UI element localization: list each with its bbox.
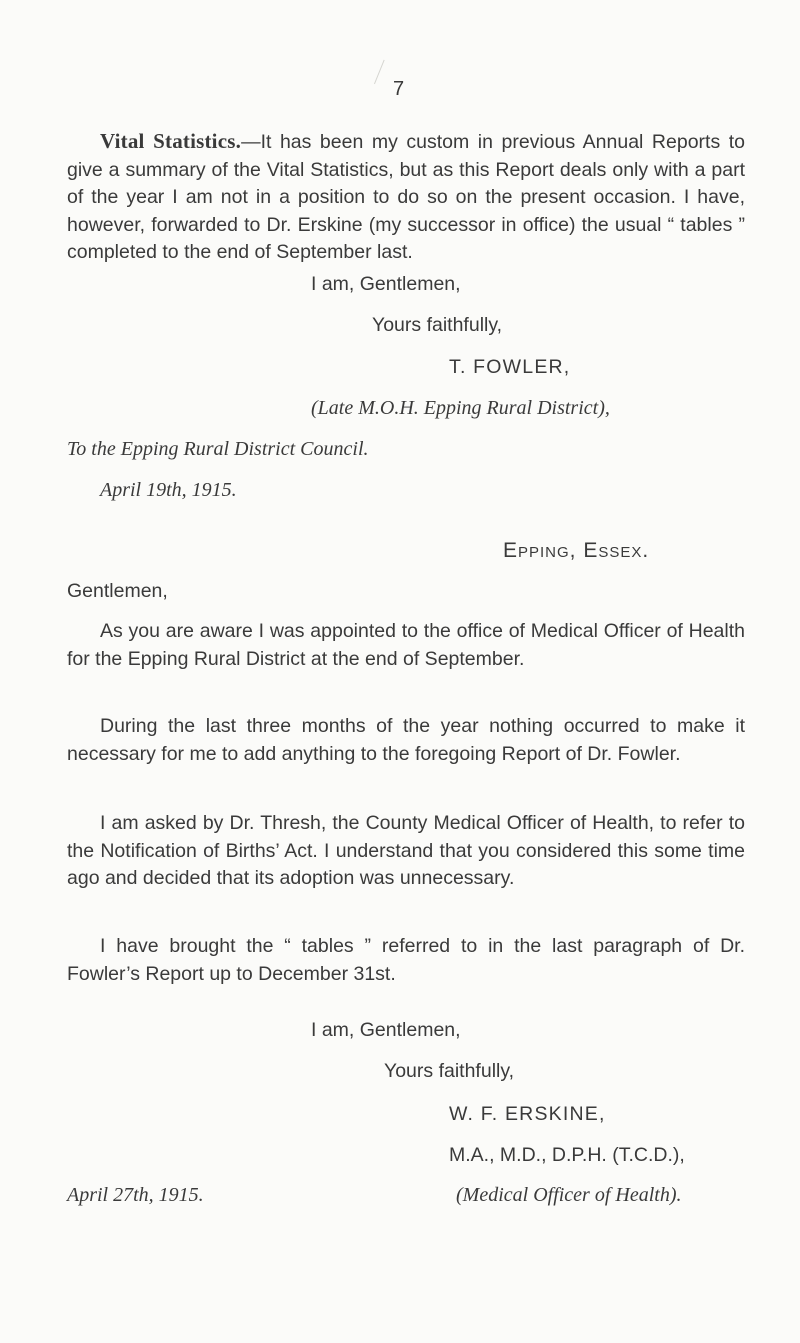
pencil-mark [369,58,384,84]
fowler-signature: T. FOWLER, [449,356,571,378]
body-paragraph: I am asked by Dr. Thresh, the County Medical Officer of Health, to refer to the Notification of Births’ Act. I understand that you considered this some time ago and decided that its adoption was unnecessary. [67,812,745,889]
fowler-closing-line: I am, Gentlemen, [311,273,461,295]
letter-date-2: April 27th, 1915. [67,1184,204,1206]
fowler-yours-faithfully: Yours faithfully, [372,314,503,336]
location: Epping, Essex. [503,539,650,562]
salutation: Gentlemen, [67,580,168,602]
erskine-signature: W. F. ERSKINE, [449,1103,606,1125]
erskine-title: (Medical Officer of Health). [456,1184,682,1206]
erskine-yours-faithfully: Yours faithfully, [384,1060,515,1082]
erskine-closing-line: I am, Gentlemen, [311,1019,461,1041]
vital-statistics-paragraph [67,128,745,267]
addressee: To the Epping Rural District Council. [67,438,369,460]
erskine-degrees: M.A., M.D., D.P.H. (T.C.D.), [449,1144,685,1166]
body-paragraph: During the last three months of the year nothing occurred to make it necessary for me to add anything to the foregoing Report of Dr. Fowler. [67,715,745,765]
fowler-title: (Late M.O.H. Epping Rural District), [311,397,610,419]
section-heading: Vital Statistics. [100,129,242,153]
body-paragraph: As you are aware I was appointed to the office of Medical Officer of Health for the Epping Rural District at the end of September. [67,620,745,670]
page-number: 7 [393,78,405,100]
body-paragraph: I have brought the “ tables ” referred to in the last paragraph of Dr. Fowler’s Report up to December 31st. [67,935,745,985]
vital-statistics-body: —It has been my custom in previous Annual Reports to give a summary of the Vital Statistics, but as this Report deals only with a part of the year I am not in a position to do so on the present occasion. I have, however, forwarded to Dr. Erskine (my successor in office) the usual “ tables ” completed to the end of September last. [67,131,746,263]
letter-date-1: April 19th, 1915. [100,479,237,501]
